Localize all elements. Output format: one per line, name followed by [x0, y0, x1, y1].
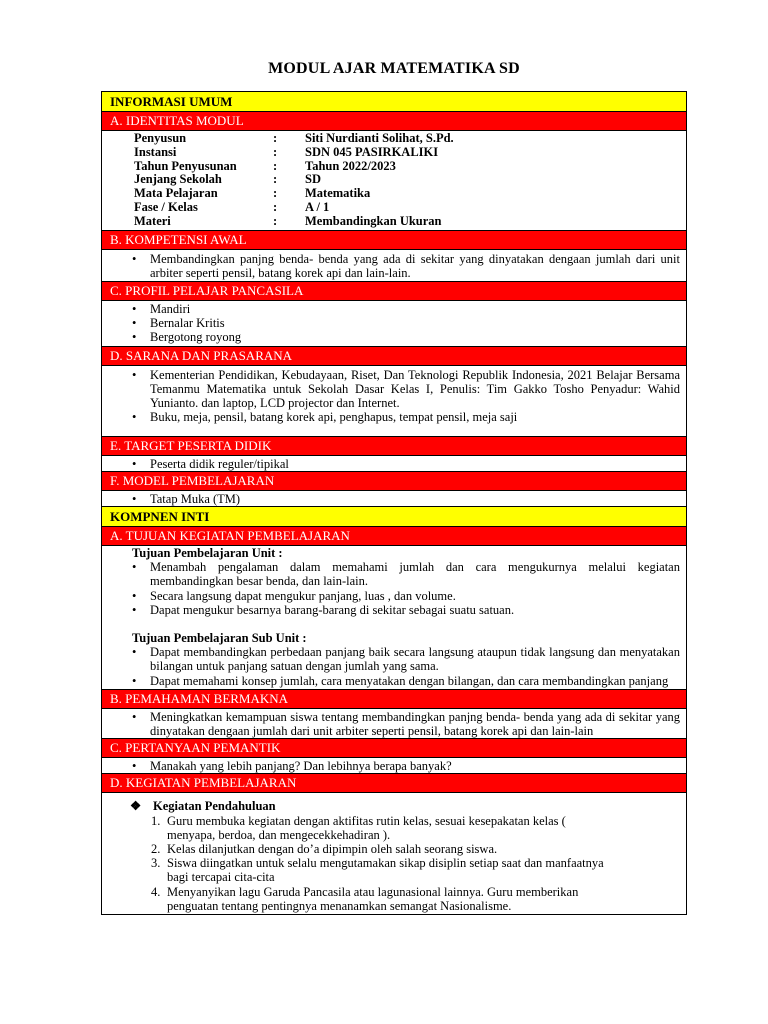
list-item: • Dapat memahami konsep jumlah, cara menyatakan dengan bilangan, dan cara membandingkan panjang: [102, 674, 686, 688]
list-item: • Bergotong royong: [102, 330, 686, 344]
list-item: 2. Kelas dilanjutkan dengan do’a dipimpin oleh salah seorang siswa.: [151, 842, 498, 857]
list-item: • Buku, meja, pensil, batang korek api, penghapus, tempat pensil, meja saji: [102, 410, 686, 424]
model-section: [102, 491, 686, 507]
subsection-title: Tujuan Pembelajaran Sub Unit :: [132, 631, 307, 646]
list-item: 3. Siswa diingatkan untuk selalu mengutamakan sikap disiplin setiap saat dan manfaatnya bagi tercapai cita-cita: [151, 856, 604, 885]
lesson-module-table: [101, 91, 687, 915]
list-item: 1. Guru membuka kegiatan dengan aktifitas rutin kelas, sesuai kesepakatan kelas ( menyapa, berdoa, dan mengecekkehadiran ).: [151, 813, 566, 842]
diamond-bullet-icon: ❖: [130, 799, 142, 814]
list-item: • Secara langsung dapat mengukur panjang, luas , dan volume.: [102, 589, 686, 603]
sarana-section: [102, 366, 686, 437]
section-header-kegiatan: D. KEGIATAN PEMBELAJARAN: [102, 774, 686, 793]
section-header-pemahaman: B. PEMAHAMAN BERMAKNA: [102, 690, 686, 709]
list-item: • Dapat mengukur besarnya barang-barang di sekitar sebagai suatu satuan.: [102, 603, 686, 617]
kegiatan-section: [102, 793, 686, 914]
section-header-komponen-inti: KOMPNEN INTI: [102, 507, 686, 527]
pemahaman-section: [102, 709, 686, 739]
page-title: MODUL AJAR MATEMATIKA SD: [268, 60, 520, 77]
profil-section: [102, 301, 686, 347]
identity-row: Tahun Penyusunan : Tahun 2022/2023: [134, 158, 396, 173]
list-item: • Peserta didik reguler/tipikal: [102, 457, 686, 471]
list-item: 4. Menyanyikan lagu Garuda Pancasila atau lagunasional lainnya. Guru memberikan penguatan tentang pentingnya menanamkan semangat Nasionalisme.: [151, 884, 579, 913]
list-item: • Dapat membandingkan perbedaan panjang baik secara langsung ataupun tidak langsung dan menyatakan bilangan untuk panjang satuan dengan jumlah yang sama.: [102, 645, 686, 673]
section-header-tujuan: A. TUJUAN KEGIATAN PEMBELAJARAN: [102, 527, 686, 546]
subsection-title: Tujuan Pembelajaran Unit :: [132, 546, 283, 560]
list-item: • Membandingkan panjng benda- benda yang ada di sekitar yang dinyatakan dengaan jumlah dari unit arbiter seperti pensil, batang korek api dan lain-lain.: [102, 252, 686, 280]
identity-row: Instansi : SDN 045 PASIRKALIKI: [134, 144, 439, 159]
list-item: • Meningkatkan kemampuan siswa tentang membandingkan panjng benda- benda yang ada di sekitar yang dinyatakan dengaan jumlah dari unit arbiter seperti pensil, batang korek api dan lain-lain: [102, 710, 686, 738]
section-header-model: F. MODEL PEMBELAJARAN: [102, 472, 686, 491]
section-header-sarana: D. SARANA DAN PRASARANA: [102, 347, 686, 366]
list-item: • Tatap Muka (TM): [102, 492, 686, 506]
identity-row: Mata Pelajaran : Matematika: [134, 186, 371, 201]
target-section: [102, 456, 686, 472]
section-header-kompetensi: B. KOMPETENSI AWAL: [102, 231, 686, 250]
section-header-pertanyaan: C. PERTANYAAN PEMANTIK: [102, 739, 686, 758]
list-item: • Bernalar Kritis: [102, 316, 686, 330]
section-header-informasi-umum: INFORMASI UMUM: [102, 92, 686, 112]
tujuan-section: [102, 546, 686, 690]
section-header-profil: C. PROFIL PELAJAR PANCASILA: [102, 282, 686, 301]
identity-row: Penyusun : Siti Nurdianti Solihat, S.Pd.: [134, 131, 454, 145]
pertanyaan-section: [102, 758, 686, 774]
list-item: • Kementerian Pendidikan, Kebudayaan, Riset, Dan Teknologi Republik Indonesia, 2021 Belajar Bersama Temanmu Matematika untuk Sekolah Dasar Kelas I, Penulis: Tim Gakko Tosho Penyadur: Wahid Yunianto. dan laptop, LCD projector dan Internet.: [102, 368, 686, 411]
identity-row: Materi : Membandingkan Ukuran: [134, 213, 442, 228]
subsection-title: ❖ Kegiatan Pendahuluan: [130, 799, 276, 814]
section-header-target: E. TARGET PESERTA DIDIK: [102, 437, 686, 456]
identity-row: Jenjang Sekolah : SD: [134, 172, 321, 187]
section-header-identitas: A. IDENTITAS MODUL: [102, 112, 686, 131]
kompetensi-section: [102, 250, 686, 282]
identitas-section: [102, 131, 686, 231]
identity-row: Fase / Kelas : A / 1: [134, 199, 330, 214]
list-item: • Menambah pengalaman dalam memahami jumlah dan cara mengukurnya melalui kegiatan membandingkan besar benda, dan lain-lain.: [102, 560, 686, 588]
list-item: • Manakah yang lebih panjang? Dan lebihnya berapa banyak?: [102, 759, 686, 773]
list-item: • Mandiri: [102, 302, 686, 316]
